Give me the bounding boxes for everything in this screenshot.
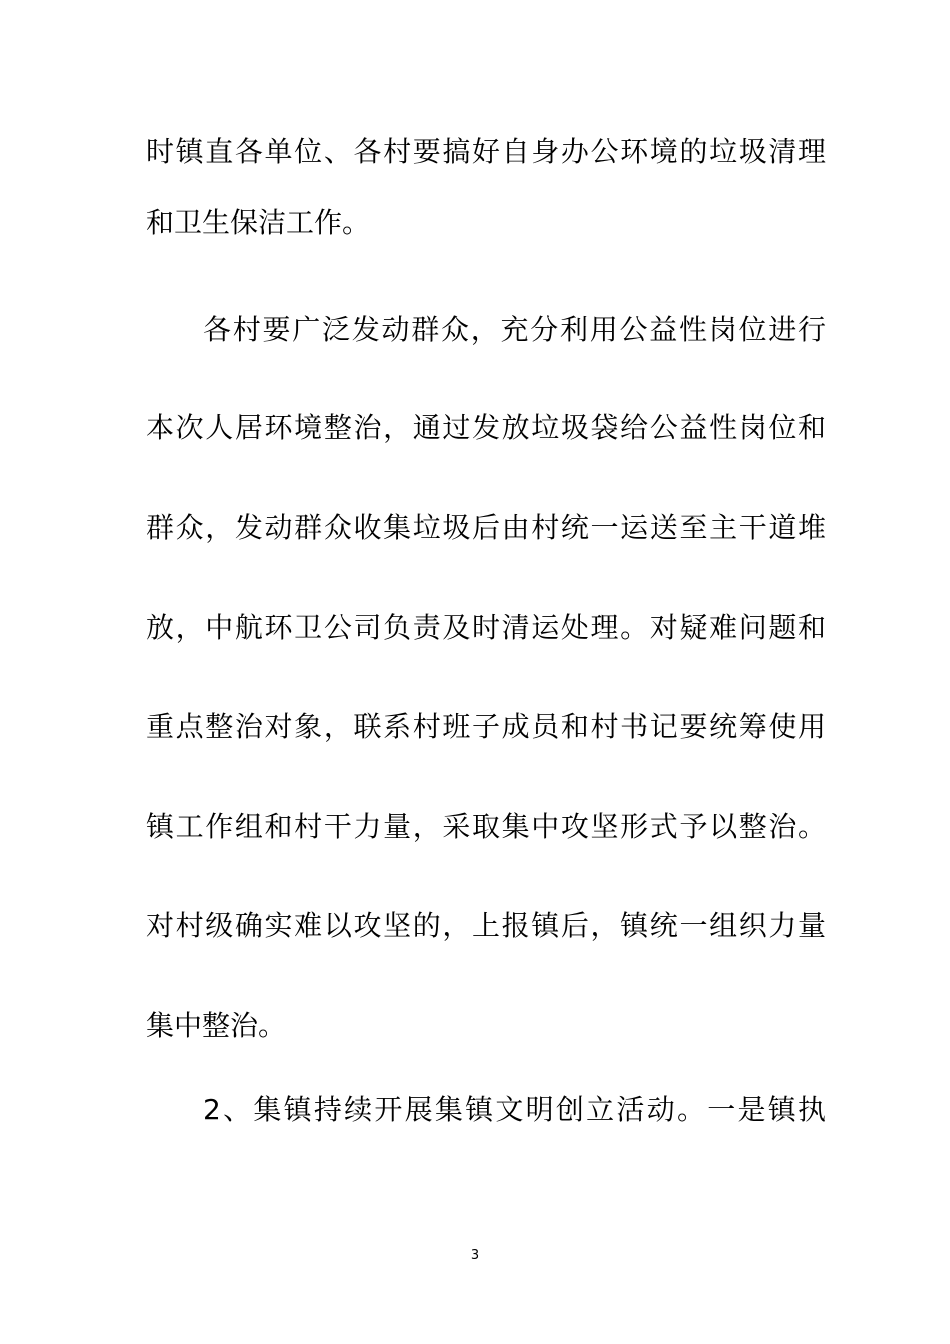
text-line-7: 重点整治对象，联系村班子成员和村书记要统筹使用 — [146, 710, 826, 743]
text-line-8: 镇工作组和村干力量，采取集中攻坚形式予以整治。 — [146, 810, 826, 843]
text-line-1: 时镇直各单位、各村要搞好自身办公环境的垃圾清理 — [146, 135, 826, 168]
text-line-3: 各村要广泛发动群众，充分利用公益性岗位进行 — [203, 313, 826, 346]
text-line-10: 集中整治。 — [146, 1009, 287, 1042]
text-line-9: 对村级确实难以攻坚的，上报镇后，镇统一组织力量 — [146, 909, 826, 942]
text-line-6: 放，中航环卫公司负责及时清运处理。对疑难问题和 — [146, 611, 826, 644]
text-line-5: 群众，发动群众收集垃圾后由村统一运送至主干道堆 — [146, 511, 826, 544]
text-line-2: 和卫生保洁工作。 — [146, 206, 371, 239]
text-line-11: 2、集镇持续开展集镇文明创立活动。一是镇执 — [203, 1093, 826, 1126]
page-number: 3 — [470, 1248, 480, 1263]
text-line-4: 本次人居环境整治，通过发放垃圾袋给公益性岗位和 — [146, 411, 826, 444]
